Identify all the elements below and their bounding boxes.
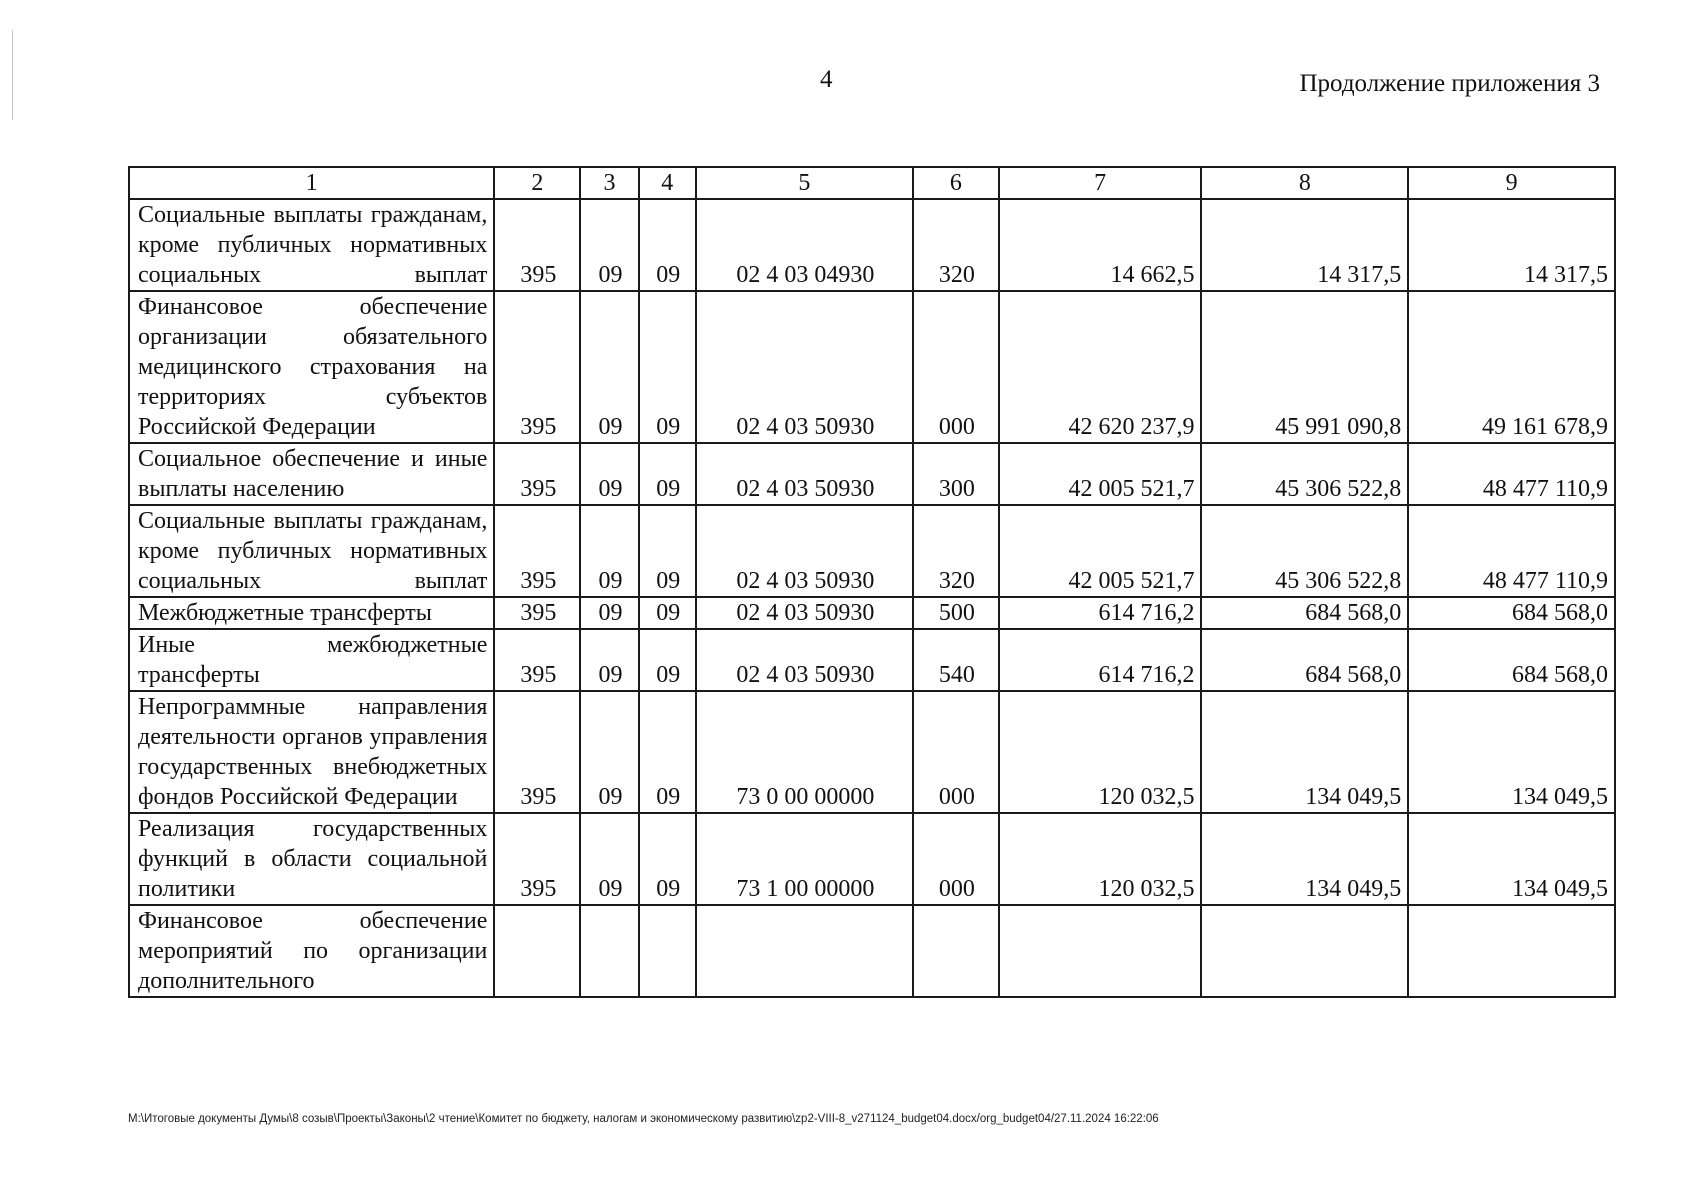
cell-col9: 684 568,0 — [1408, 597, 1615, 629]
cell-col3: 09 — [580, 691, 638, 813]
document-path-footer: M:\Итоговые документы Думы\8 созыв\Проекты\Законы\2 чтение\Комитет по бюджету, налогам и экономическому развитию\zp2-VIII-8_v271124_budget04.docx/org_budget04/27.11.2024 16:22:06 — [128, 1113, 1159, 1125]
cell-col9 — [1408, 905, 1615, 997]
cell-col4: 09 — [639, 629, 696, 691]
cell-col4: 09 — [639, 505, 696, 597]
cell-col9: 49 161 678,9 — [1408, 291, 1615, 443]
cell-col5: 73 1 00 00000 — [696, 813, 913, 905]
cell-col2: 395 — [494, 691, 580, 813]
continuation-title: Продолжение приложения 3 — [1299, 70, 1600, 97]
row-name: Финансовое обеспечение организации обязательного медицинского страхования на территориях субъектов Российской Федерации — [129, 291, 494, 443]
cell-col6: 540 — [913, 629, 999, 691]
table-row — [129, 443, 1615, 505]
cell-col6: 320 — [913, 505, 999, 597]
cell-col3: 09 — [580, 629, 638, 691]
table-row — [129, 597, 1615, 629]
cell-col9: 48 477 110,9 — [1408, 443, 1615, 505]
table-row — [129, 199, 1615, 291]
column-number-row — [129, 167, 1615, 199]
cell-col4: 09 — [639, 597, 696, 629]
cell-col5: 02 4 03 50930 — [696, 443, 913, 505]
cell-col2: 395 — [494, 199, 580, 291]
cell-col5: 02 4 03 04930 — [696, 199, 913, 291]
column-header: 6 — [913, 167, 999, 199]
cell-col6: 320 — [913, 199, 999, 291]
cell-col8: 134 049,5 — [1201, 691, 1408, 813]
table-row — [129, 691, 1615, 813]
budget-table — [128, 166, 1616, 998]
cell-col2: 395 — [494, 813, 580, 905]
row-name: Социальное обеспечение и иные выплаты населению — [129, 443, 494, 505]
cell-col3: 09 — [580, 813, 638, 905]
table-row — [129, 629, 1615, 691]
row-name: Межбюджетные трансферты — [129, 597, 494, 629]
cell-col6: 000 — [913, 291, 999, 443]
cell-col6 — [913, 905, 999, 997]
column-header: 9 — [1408, 167, 1615, 199]
cell-col8: 684 568,0 — [1201, 629, 1408, 691]
cell-col2: 395 — [494, 597, 580, 629]
column-header: 4 — [639, 167, 696, 199]
cell-col3: 09 — [580, 597, 638, 629]
cell-col5: 02 4 03 50930 — [696, 629, 913, 691]
cell-col9: 48 477 110,9 — [1408, 505, 1615, 597]
cell-col8: 45 306 522,8 — [1201, 505, 1408, 597]
cell-col3: 09 — [580, 199, 638, 291]
cell-col2: 395 — [494, 505, 580, 597]
cell-col6: 000 — [913, 813, 999, 905]
row-name: Непрограммные направления деятельности органов управления государственных внебюджетных фондов Российской Федерации — [129, 691, 494, 813]
cell-col9: 134 049,5 — [1408, 691, 1615, 813]
cell-col4: 09 — [639, 443, 696, 505]
cell-col4 — [639, 905, 696, 997]
cell-col5: 02 4 03 50930 — [696, 291, 913, 443]
cell-col8: 134 049,5 — [1201, 813, 1408, 905]
table-row — [129, 905, 1615, 997]
cell-col9: 134 049,5 — [1408, 813, 1615, 905]
cell-col8 — [1201, 905, 1408, 997]
row-name: Социальные выплаты гражданам, кроме публичных нормативных социальных выплат — [129, 505, 494, 597]
cell-col5: 02 4 03 50930 — [696, 597, 913, 629]
cell-col4: 09 — [639, 691, 696, 813]
row-name: Финансовое обеспечение мероприятий по организации дополнительного — [129, 905, 494, 997]
cell-col7: 42 620 237,9 — [999, 291, 1202, 443]
cell-col4: 09 — [639, 291, 696, 443]
cell-col6: 300 — [913, 443, 999, 505]
column-header: 2 — [494, 167, 580, 199]
column-header: 5 — [696, 167, 913, 199]
column-header: 3 — [580, 167, 638, 199]
cell-col7: 42 005 521,7 — [999, 505, 1202, 597]
column-header: 1 — [129, 167, 494, 199]
cell-col8: 684 568,0 — [1201, 597, 1408, 629]
cell-col6: 500 — [913, 597, 999, 629]
cell-col7: 14 662,5 — [999, 199, 1202, 291]
row-name: Реализация государственных функций в области социальной политики — [129, 813, 494, 905]
binding-mark — [12, 30, 13, 120]
cell-col7: 614 716,2 — [999, 629, 1202, 691]
cell-col7: 120 032,5 — [999, 691, 1202, 813]
cell-col2: 395 — [494, 443, 580, 505]
cell-col7: 614 716,2 — [999, 597, 1202, 629]
cell-col9: 684 568,0 — [1408, 629, 1615, 691]
page-number: 4 — [820, 66, 833, 93]
table-row — [129, 291, 1615, 443]
cell-col8: 45 306 522,8 — [1201, 443, 1408, 505]
column-header: 7 — [999, 167, 1202, 199]
cell-col5 — [696, 905, 913, 997]
cell-col2 — [494, 905, 580, 997]
cell-col3: 09 — [580, 505, 638, 597]
row-name: Социальные выплаты гражданам, кроме публичных нормативных социальных выплат — [129, 199, 494, 291]
table-row — [129, 505, 1615, 597]
table-row — [129, 813, 1615, 905]
cell-col5: 73 0 00 00000 — [696, 691, 913, 813]
cell-col8: 14 317,5 — [1201, 199, 1408, 291]
row-name: Иные межбюджетные трансферты — [129, 629, 494, 691]
cell-col6: 000 — [913, 691, 999, 813]
cell-col4: 09 — [639, 199, 696, 291]
cell-col2: 395 — [494, 291, 580, 443]
cell-col3: 09 — [580, 291, 638, 443]
cell-col7 — [999, 905, 1202, 997]
cell-col4: 09 — [639, 813, 696, 905]
cell-col3: 09 — [580, 443, 638, 505]
cell-col7: 42 005 521,7 — [999, 443, 1202, 505]
cell-col2: 395 — [494, 629, 580, 691]
cell-col8: 45 991 090,8 — [1201, 291, 1408, 443]
cell-col3 — [580, 905, 638, 997]
column-header: 8 — [1201, 167, 1408, 199]
cell-col9: 14 317,5 — [1408, 199, 1615, 291]
cell-col7: 120 032,5 — [999, 813, 1202, 905]
cell-col5: 02 4 03 50930 — [696, 505, 913, 597]
